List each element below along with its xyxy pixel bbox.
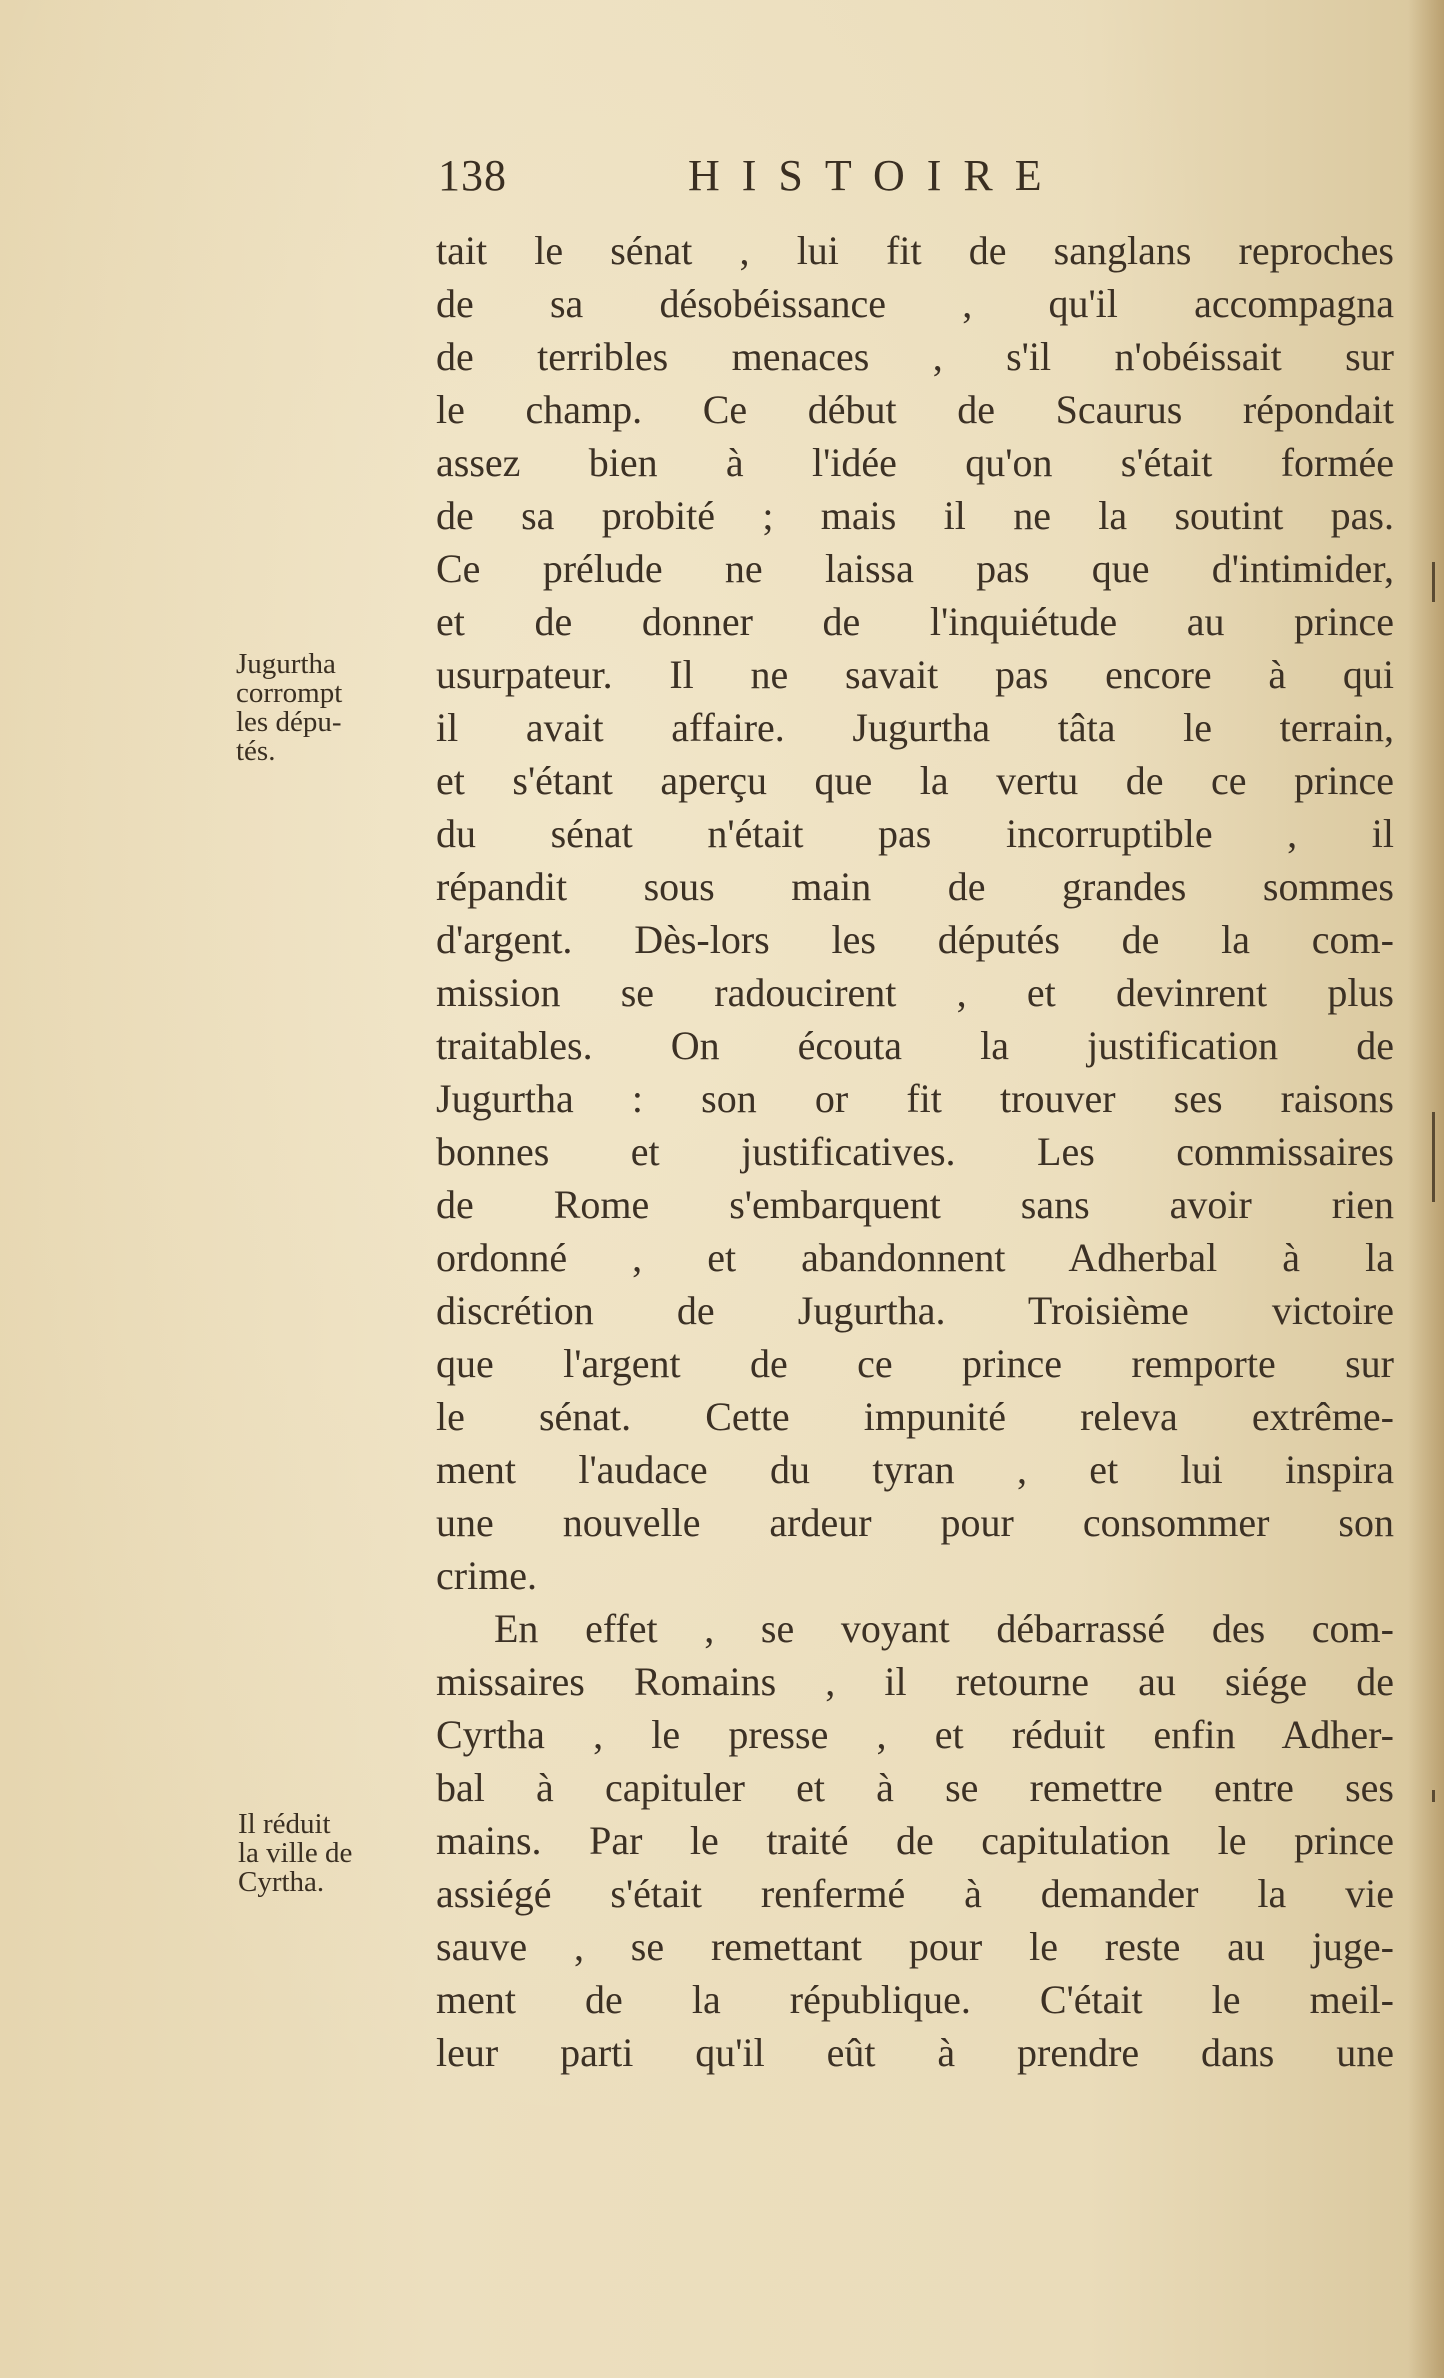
- body-text: [436, 224, 1394, 2079]
- text-line: bonnes et justificatives. Les commissaires: [436, 1129, 1394, 1174]
- text-line: d'argent. Dès-lors les députés de la com-: [436, 917, 1394, 962]
- text-line: missaires Romains , il retourne au siége de: [436, 1659, 1394, 1704]
- text-line: traitables. On écouta la justification de: [436, 1023, 1394, 1068]
- text-line: assez bien à l'idée qu'on s'était formée: [436, 440, 1394, 485]
- page-header: [438, 150, 1138, 210]
- text-line: et de donner de l'inquiétude au prince: [436, 599, 1394, 644]
- page-number: 138: [438, 151, 507, 200]
- text-line: du sénat n'était pas incorruptible , il: [436, 811, 1394, 856]
- text-line: et s'étant aperçu que la vertu de ce prince: [436, 758, 1394, 803]
- margin-note-line: les dépu-: [236, 706, 342, 738]
- text-line: Jugurtha : son or fit trouver ses raisons: [436, 1076, 1394, 1121]
- text-line: que l'argent de ce prince remporte sur: [436, 1341, 1394, 1386]
- margin-note-line: Jugurtha: [236, 648, 336, 680]
- edge-ink-mark: [1432, 1112, 1435, 1182]
- page-gutter-shadow: [1408, 0, 1444, 2378]
- text-line: répandit sous main de grandes sommes: [436, 864, 1394, 909]
- margin-note-jugurtha: [236, 650, 436, 766]
- text-line: une nouvelle ardeur pour consommer son: [436, 1500, 1394, 1545]
- margin-note-cyrtha: [238, 1810, 438, 1897]
- text-line: de terribles menaces , s'il n'obéissait sur: [436, 334, 1394, 379]
- text-line: de sa désobéissance , qu'il accompagna: [436, 281, 1394, 326]
- margin-note-line: Il réduit: [238, 1808, 331, 1840]
- text-line: discrétion de Jugurtha. Troisième victoire: [436, 1288, 1394, 1333]
- margin-note-line: tés.: [236, 735, 276, 767]
- text-line: mission se radoucirent , et devinrent plus: [436, 970, 1394, 1015]
- margin-note-line: corrompt: [236, 677, 343, 709]
- text-line: ment de la république. C'était le meil-: [436, 1977, 1394, 2022]
- text-line: leur parti qu'il eût à prendre dans une: [436, 2030, 1394, 2075]
- running-title: HISTOIRE: [688, 151, 1064, 200]
- edge-ink-mark: [1432, 562, 1435, 602]
- text-line: de Rome s'embarquent sans avoir rien: [436, 1182, 1394, 1227]
- text-line: crime.: [436, 1553, 538, 1598]
- margin-note-line: Cyrtha.: [238, 1866, 325, 1898]
- edge-ink-mark: [1432, 1790, 1435, 1802]
- text-line: ment l'audace du tyran , et lui inspira: [436, 1447, 1394, 1492]
- text-line: le champ. Ce début de Scaurus répondait: [436, 387, 1394, 432]
- text-line: sauve , se remettant pour le reste au juge-: [436, 1924, 1394, 1969]
- text-line: mains. Par le traité de capitulation le prince: [436, 1818, 1394, 1863]
- text-line: usurpateur. Il ne savait pas encore à qui: [436, 652, 1394, 697]
- text-line: En effet , se voyant débarrassé des com-: [494, 1606, 1394, 1651]
- text-line: assiégé s'était renfermé à demander la vie: [436, 1871, 1394, 1916]
- text-line: tait le sénat , lui fit de sanglans reproches: [436, 228, 1394, 273]
- edge-ink-mark: [1432, 1180, 1435, 1202]
- text-line: bal à capituler et à se remettre entre ses: [436, 1765, 1394, 1810]
- text-line: ordonné , et abandonnent Adherbal à la: [436, 1235, 1394, 1280]
- text-line: Ce prélude ne laissa pas que d'intimider,: [436, 546, 1394, 591]
- text-line: de sa probité ; mais il ne la soutint pas.: [436, 493, 1394, 538]
- margin-note-line: la ville de: [238, 1837, 353, 1869]
- text-line: le sénat. Cette impunité releva extrême-: [436, 1394, 1394, 1439]
- text-line: Cyrtha , le presse , et réduit enfin Adher-: [436, 1712, 1394, 1757]
- text-line: il avait affaire. Jugurtha tâta le terrain,: [436, 705, 1394, 750]
